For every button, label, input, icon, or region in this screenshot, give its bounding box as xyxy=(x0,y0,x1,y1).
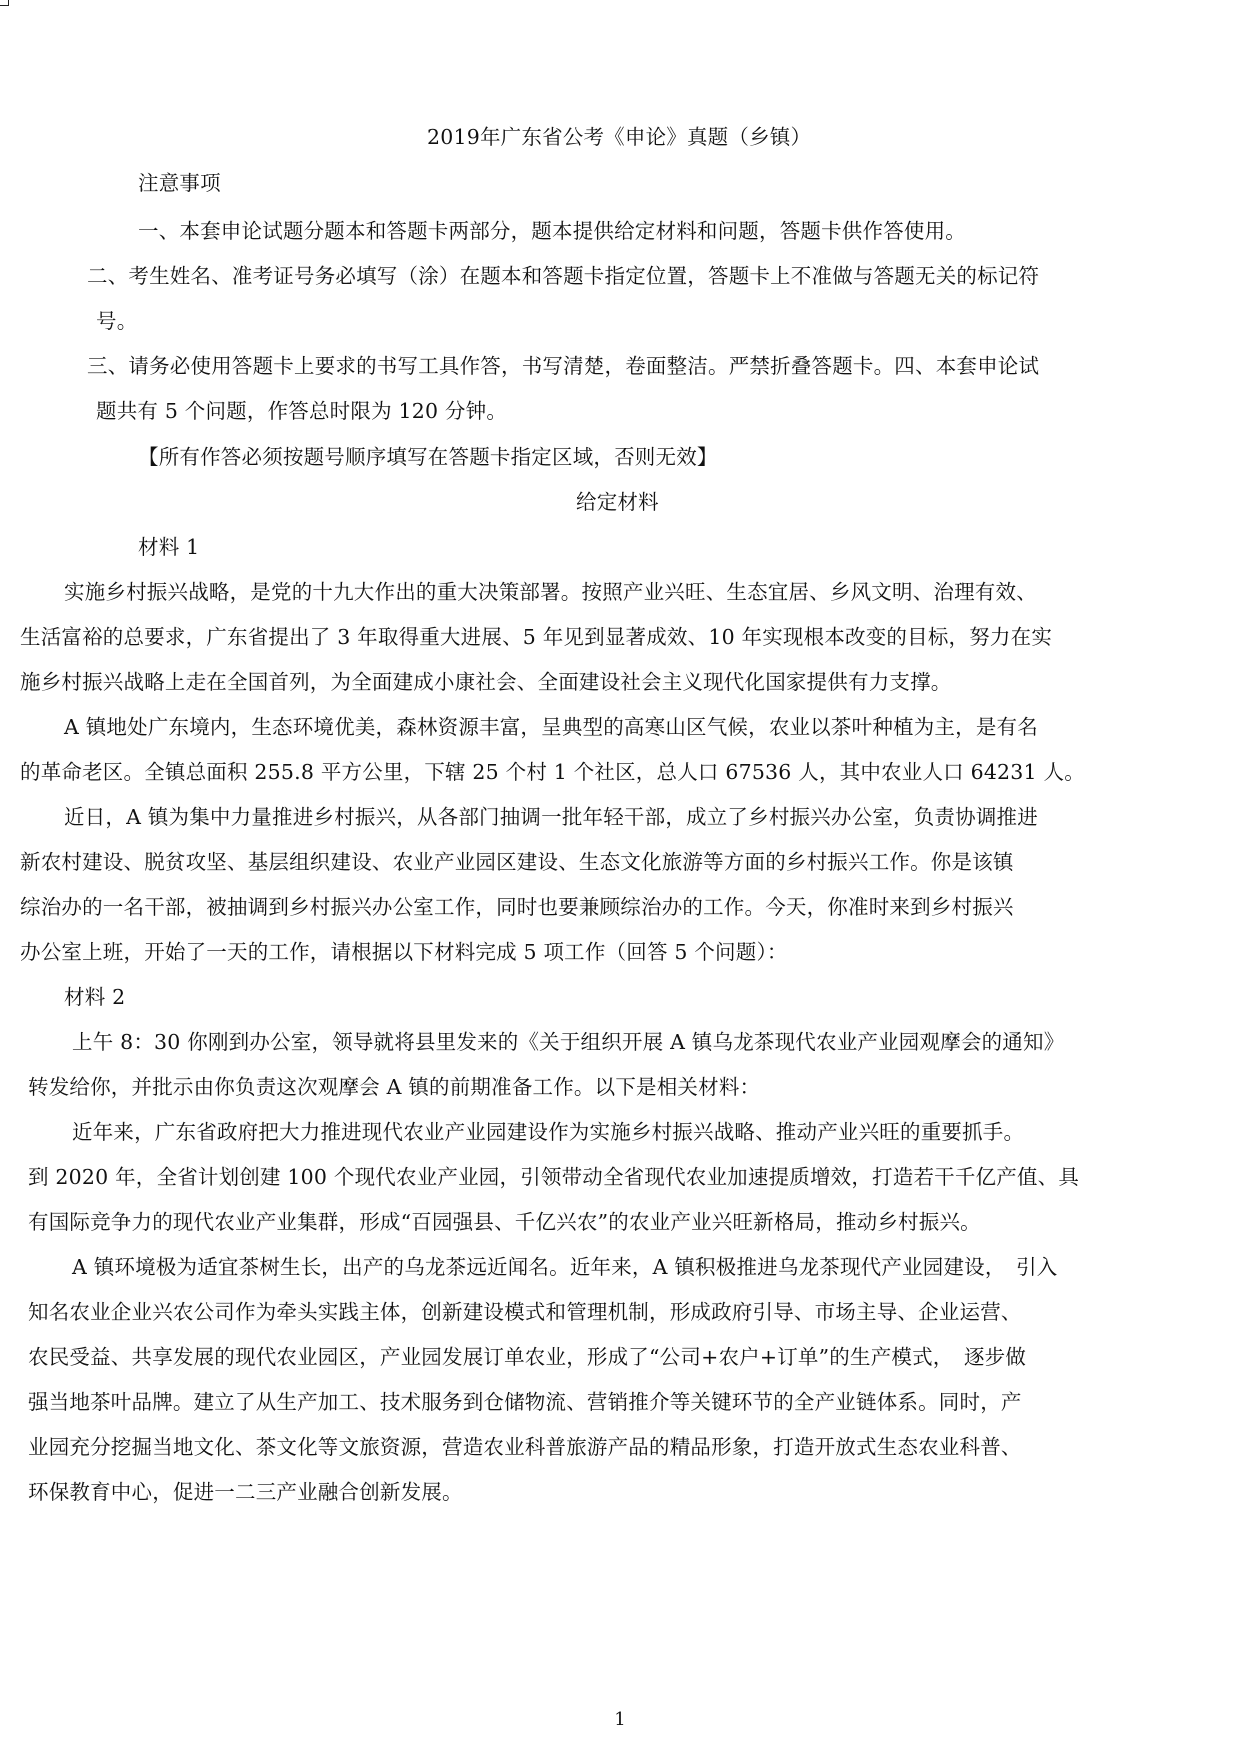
material-2-paragraph-line: 到 2020 年，全省计划创建 100 个现代农业产业园，引领带动全省现代农业加速提质增效，打造若干千亿产值、具 xyxy=(28,1165,1080,1189)
material-2-paragraph-line: 农民受益、共享发展的现代农业园区，产业园发展订单农业，形成了“公司+农户+订单”的生产模式， 逐步做 xyxy=(28,1345,1027,1369)
material-2-paragraph-line: 强当地茶叶品牌。建立了从生产加工、技术服务到仓储物流、营销推介等关键环节的全产业链体系。同时，产 xyxy=(28,1390,1022,1414)
material-2-paragraph-line: 环保教育中心，促进一二三产业融合创新发展。 xyxy=(28,1480,463,1504)
material-1-paragraph-line: 近日，A 镇为集中力量推进乡村振兴，从各部门抽调一批年轻干部，成立了乡村振兴办公室，负责协调推进 xyxy=(64,805,1038,829)
material-1-paragraph-line: 实施乡村振兴战略，是党的十九大作出的重大决策部署。按照产业兴旺、生态宜居、乡风文明、治理有效、 xyxy=(64,580,1037,604)
material-1-paragraph-line: A 镇地处广东境内，生态环境优美，森林资源丰富，呈典型的高寒山区气候，农业以茶叶种植为主，是有名 xyxy=(64,715,1038,739)
material-2-paragraph-line: 转发给你，并批示由你负责这次观摩会 A 镇的前期准备工作。以下是相关材料： xyxy=(28,1075,761,1099)
notice-item-2-line-1: 二、考生姓名、准考证号务必填写（涂）在题本和答题卡指定位置，答题卡上不准做与答题无关的标记符 xyxy=(87,264,1040,288)
material-2-paragraph-line: 有国际竞争力的现代农业产业集群，形成“百园强县、千亿兴农”的农业产业兴旺新格局，推动乡村振兴。 xyxy=(28,1210,981,1234)
notice-item-3-line-1: 三、请务必使用答题卡上要求的书写工具作答，书写清楚，卷面整洁。严禁折叠答题卡。四、本套申论试 xyxy=(87,354,1040,378)
material-1-paragraph-line: 办公室上班，开始了一天的工作，请根据以下材料完成 5 项工作（回答 5 个问题）： xyxy=(20,940,788,964)
material-1-heading: 材料 1 xyxy=(138,535,200,559)
notice-item-2-line-2: 号。 xyxy=(96,309,138,333)
material-2-paragraph-line: A 镇环境极为适宜茶树生长，出产的乌龙茶远近闻名。近年来，A 镇积极推进乌龙茶现代产业园建设， 引入 xyxy=(72,1255,1058,1279)
material-1-paragraph-line: 新农村建设、脱贫攻坚、基层组织建设、农业产业园区建设、生态文化旅游等方面的乡村振兴工作。你是该镇 xyxy=(20,850,1014,874)
document-title: 2019年广东省公考《申论》真题（乡镇） xyxy=(427,125,812,149)
section-heading: 给定材料 xyxy=(576,490,659,514)
material-2-paragraph-line: 知名农业企业兴农公司作为牵头实践主体，创新建设模式和管理机制，形成政府引导、市场主导、企业运营、 xyxy=(28,1300,1022,1324)
page-number: 1 xyxy=(614,1709,626,1730)
material-1-paragraph-line: 施乡村振兴战略上走在全国首列，为全面建成小康社会、全面建设社会主义现代化国家提供有力支撑。 xyxy=(20,670,952,694)
material-1-paragraph-line: 的革命老区。全镇总面积 255.8 平方公里，下辖 25 个村 1 个社区，总人口 67536 人，其中农业人口 64231 人。 xyxy=(20,760,1085,784)
material-2-paragraph-line: 业园充分挖掘当地文化、茶文化等文旅资源，营造农业科普旅游产品的精品形象，打造开放式生态农业科普、 xyxy=(28,1435,1022,1459)
material-2-heading: 材料 2 xyxy=(64,985,126,1009)
notice-item-1: 一、本套申论试题分题本和答题卡两部分，题本提供给定材料和问题，答题卡供作答使用。 xyxy=(138,219,966,243)
notice-emphasis: 【所有作答必须按题号顺序填写在答题卡指定区域，否则无效】 xyxy=(138,445,718,469)
notice-item-3-line-2: 题共有 5 个问题，作答总时限为 120 分钟。 xyxy=(96,399,508,423)
material-1-paragraph-line: 综治办的一名干部，被抽调到乡村振兴办公室工作，同时也要兼顾综治办的工作。今天，你准时来到乡村振兴 xyxy=(20,895,1014,919)
crop-mark xyxy=(0,0,9,6)
material-2-paragraph-line: 近年来，广东省政府把大力推进现代农业产业园建设作为实施乡村振兴战略、推动产业兴旺的重要抓手。 xyxy=(72,1120,1025,1144)
material-1-paragraph-line: 生活富裕的总要求，广东省提出了 3 年取得重大进展、5 年见到显著成效、10 年实现根本改变的目标，努力在实 xyxy=(20,625,1053,649)
notice-heading: 注意事项 xyxy=(138,171,221,195)
material-2-paragraph-line: 上午 8：30 你刚到办公室，领导就将县里发来的《关于组织开展 A 镇乌龙茶现代农业产业园观摩会的通知》 xyxy=(72,1030,1065,1054)
